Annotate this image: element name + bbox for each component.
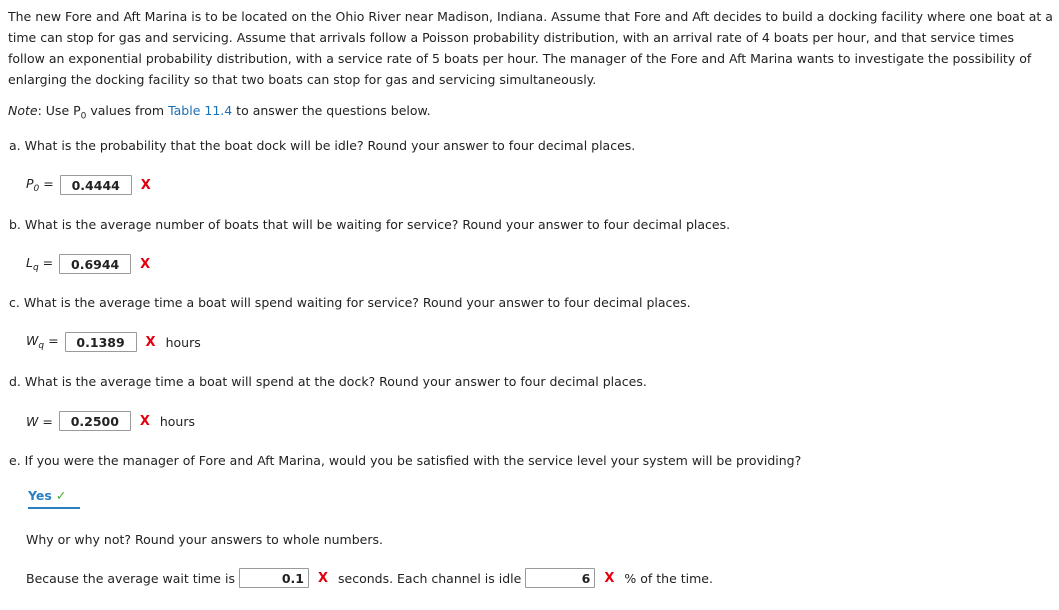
incorrect-x-icon: X — [604, 570, 615, 586]
note — [8, 101, 431, 127]
p0-input[interactable]: 0.4444 — [60, 175, 132, 195]
question-e: e. If you were the manager of Fore and Aft Marina, would you be satisfied with the service level your system will be providing? — [9, 453, 802, 468]
answer-row-a — [26, 175, 151, 195]
problem-statement: The new Fore and Aft Marina is to be located on the Ohio River near Madison, Indiana. Assume that Fore and Aft decides to build a docking facility where one boat at a time can stop for gas and servicing. Assume that arrivals follow a Poisson probability distribution, with an arrival rate of 4 boats per hour, and that service times follow an exponential probability distribution, with a service rate of 5 boats per hour. The manager of the Fore and Aft Marina wants to investigate the possibility of enlarging the docking facility so that two boats can stop for gas and servicing simultaneously. — [8, 9, 1053, 87]
selected-answer: Yes — [28, 488, 52, 503]
unit-hours: hours — [159, 413, 196, 429]
label-p0: $P_0$ = — [26, 176, 54, 194]
w-input[interactable]: 0.2500 — [59, 411, 131, 431]
unit-hours: hours — [165, 334, 201, 350]
idle-percent-input[interactable]: 6 — [525, 568, 595, 588]
label-w: W = — [26, 413, 53, 429]
note-subscript: 0 — [80, 111, 87, 122]
answer-row-e — [26, 568, 713, 588]
answer-row-c — [26, 332, 201, 352]
seconds-text: seconds. Each channel is idle — [338, 570, 522, 586]
label-wq: $W_q$ = — [26, 333, 59, 351]
because-text: Because the average wait time is — [26, 570, 235, 586]
incorrect-x-icon: X — [145, 334, 156, 350]
note-text-end: to answer the questions below. — [232, 103, 431, 118]
note-text: : Use P — [37, 103, 81, 118]
question-a: a. What is the probability that the boat dock will be idle? Round your answer to four decimal places. — [9, 138, 636, 153]
wq-input[interactable]: 0.1389 — [65, 332, 137, 352]
incorrect-x-icon: X — [317, 570, 328, 586]
correct-check-icon: ✓ — [55, 488, 67, 503]
answer-row-b — [26, 254, 150, 274]
note-text-mid: values from — [86, 103, 169, 118]
percent-text: % of the time. — [624, 570, 713, 586]
incorrect-x-icon: X — [140, 177, 151, 193]
yes-dropdown[interactable] — [28, 488, 80, 509]
why-prompt: Why or why not? Round your answers to whole numbers. — [26, 532, 383, 547]
label-lq: $L_q$ = — [26, 255, 54, 273]
question-b: b. What is the average number of boats that will be waiting for service? Round your answer to four decimal places. — [9, 217, 731, 232]
incorrect-x-icon: X — [139, 413, 150, 429]
note-label: Note — [8, 103, 38, 118]
lq-input[interactable]: 0.6944 — [59, 254, 131, 274]
incorrect-x-icon: X — [140, 256, 151, 272]
answer-row-d — [26, 411, 195, 431]
question-d: d. What is the average time a boat will spend at the dock? Round your answer to four decimal places. — [9, 374, 647, 389]
wait-time-input[interactable]: 0.1 — [239, 568, 309, 588]
question-c: c. What is the average time a boat will spend waiting for service? Round your answer to four decimal places. — [9, 295, 691, 310]
table-link[interactable]: Table 11.4 — [168, 103, 233, 118]
